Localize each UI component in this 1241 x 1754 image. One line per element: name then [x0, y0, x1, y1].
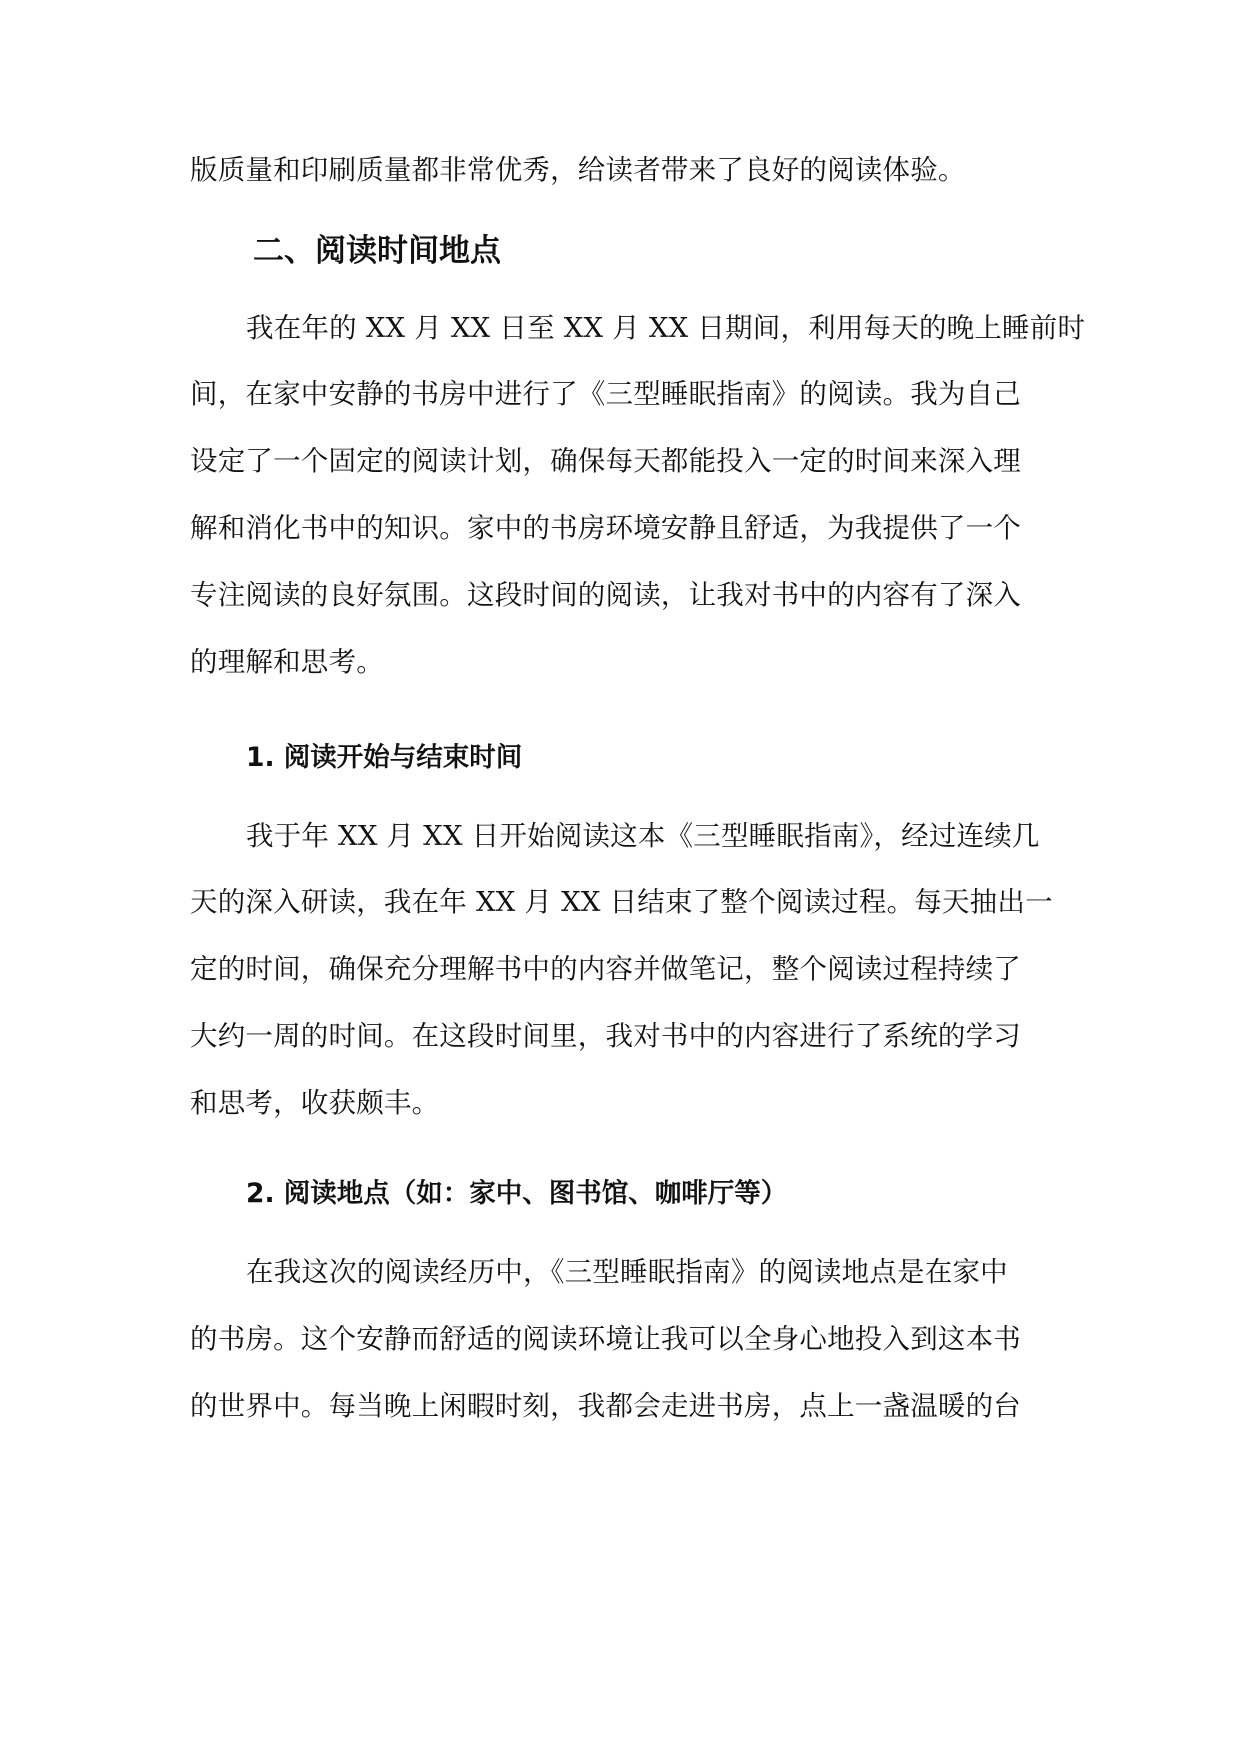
paragraph-line: 专注阅读的良好氛围。这段时间的阅读，让我对书中的内容有了深入 — [190, 579, 1021, 611]
intro-tail-line: 版质量和印刷质量都非常优秀，给读者带来了良好的阅读体验。 — [190, 154, 966, 186]
paragraph-line: 解和消化书中的知识。家中的书房环境安静且舒适，为我提供了一个 — [190, 512, 1021, 544]
paragraph-line: 的世界中。每当晚上闲暇时刻，我都会走进书房，点上一盏温暖的台 — [190, 1390, 1021, 1422]
paragraph-line: 我在年的 XX 月 XX 日至 XX 月 XX 日期间，利用每天的晚上睡前时 — [246, 312, 1086, 344]
paragraph-line: 我于年 XX 月 XX 日开始阅读这本《三型睡眠指南》，经过连续几 — [246, 820, 1040, 852]
paragraph-line: 的书房。这个安静而舒适的阅读环境让我可以全身心地投入到这本书 — [190, 1323, 1021, 1355]
paragraph-line: 在我这次的阅读经历中，《三型睡眠指南》的阅读地点是在家中 — [246, 1256, 1008, 1288]
paragraph-line: 设定了一个固定的阅读计划，确保每天都能投入一定的时间来深入理 — [190, 445, 1021, 477]
paragraph-line: 的理解和思考。 — [190, 646, 384, 678]
subsection-heading-1: 1. 阅读开始与结束时间 — [246, 742, 523, 773]
section-heading: 二、阅读时间地点 — [253, 233, 501, 269]
paragraph-line: 大约一周的时间。在这段时间里，我对书中的内容进行了系统的学习 — [190, 1020, 1021, 1052]
subsection-heading-2: 2. 阅读地点（如：家中、图书馆、咖啡厅等） — [246, 1178, 788, 1209]
paragraph-line: 定的时间，确保充分理解书中的内容并做笔记，整个阅读过程持续了 — [190, 953, 1021, 985]
paragraph-line: 和思考，收获颇丰。 — [190, 1087, 440, 1119]
paragraph-line: 间，在家中安静的书房中进行了《三型睡眠指南》的阅读。我为自己 — [190, 378, 1021, 410]
paragraph-line: 天的深入研读，我在年 XX 月 XX 日结束了整个阅读过程。每天抽出一 — [190, 886, 1053, 918]
